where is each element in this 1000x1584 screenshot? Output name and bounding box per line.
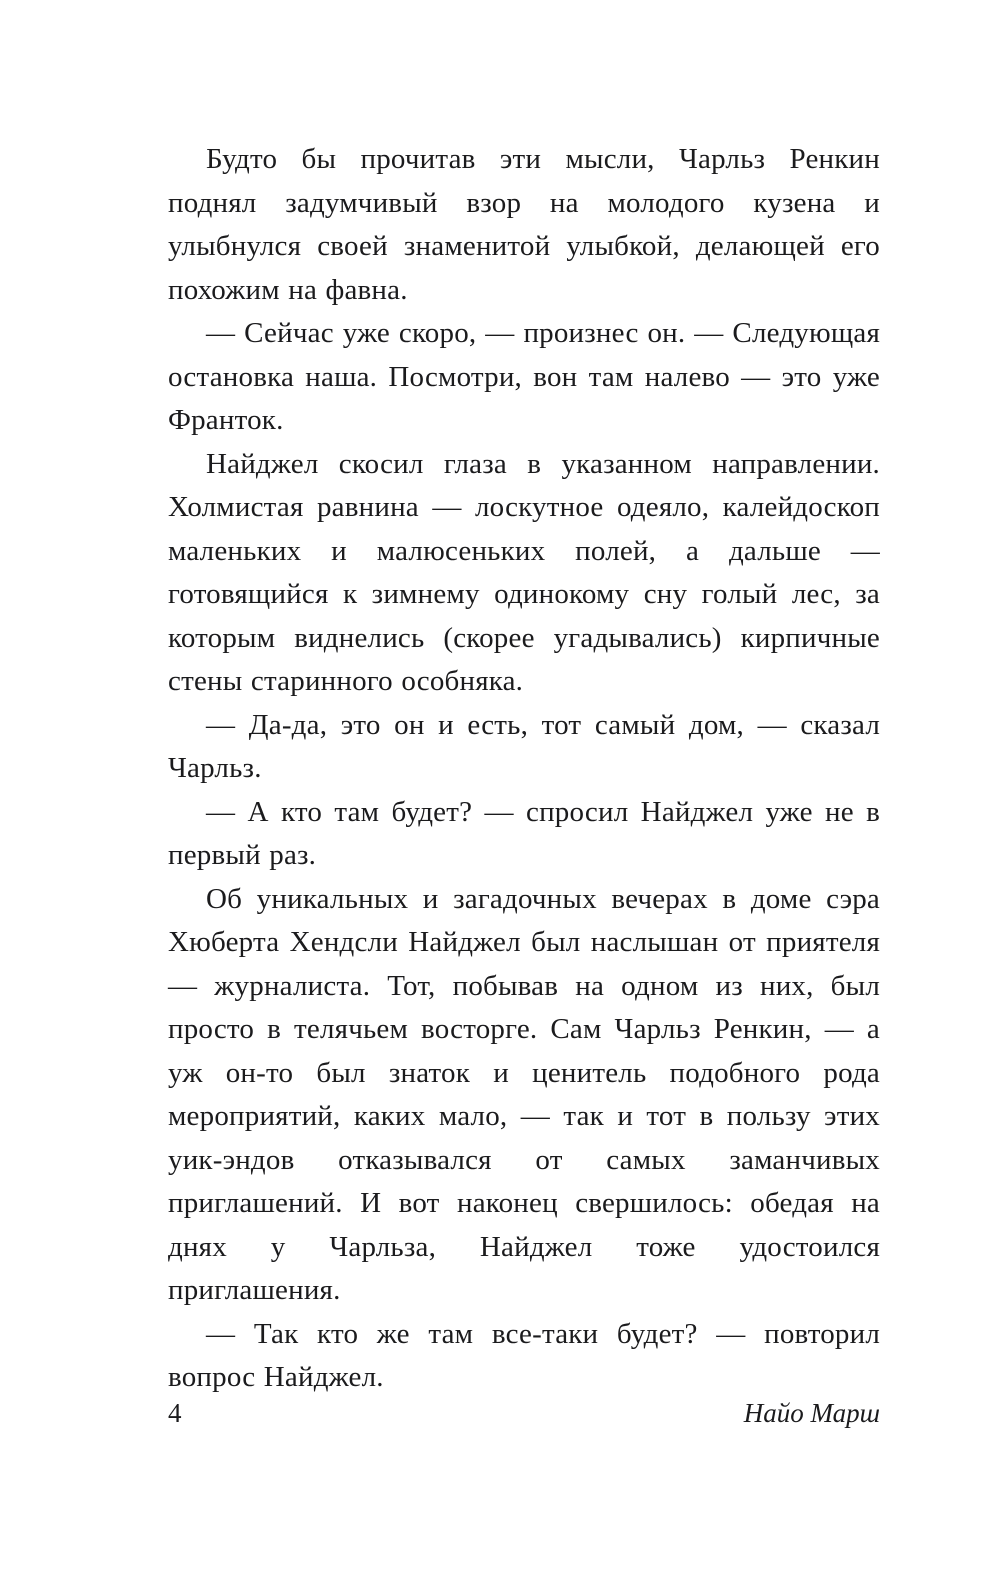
text-block — [168, 138, 880, 1400]
paragraph: Найджел скосил глаза в указанном направлении. Холмистая равнина — лоскутное одеяло, калейдоскоп маленьких и малюсеньких полей, а дальше — готовящийся к зимнему одинокому сну голый лес, за которым виднелись (скорее угадывались) кирпичные стены старинного особняка. — [168, 447, 880, 697]
paragraph: — А кто там будет? — спросил Найджел уже не в первый раз. — [168, 795, 880, 871]
paragraph: — Сейчас уже скоро, — произнес он. — Следующая остановка наша. Посмотри, вон там налево — это уже Франток. — [168, 317, 880, 436]
paragraph: Будто бы прочитав эти мысли, Чарльз Ренкин поднял задумчивый взор на молодого кузена и улыбнулся своей знаменитой улыбкой, делающей его похожим на фавна. — [168, 143, 880, 306]
page-number: 4 — [168, 1398, 182, 1428]
paragraph: — Да-да, это он и есть, тот самый дом, — сказал Чарльз. — [168, 708, 880, 784]
running-title-author: Найо Марш — [743, 1398, 880, 1428]
paragraph: — Так кто же там все-таки будет? — повторил вопрос Найджел. — [168, 1317, 880, 1393]
paragraph: Об уникальных и загадочных вечерах в доме сэра Хюберта Хендсли Найджел был наслышан от приятеля — журналиста. Тот, побывав на одном из них, был просто в телячьем восторге. Сам Чарльз Ренкин, — а уж он-то был знаток и ценитель подобного рода мероприятий, каких мало, — так и тот в пользу этих уик-эндов отказывался от самых заманчивых приглашений. И вот наконец свершилось: обедая на днях у Чарльза, Найджел тоже удостоился приглашения. — [168, 882, 880, 1306]
page-footer — [168, 1398, 880, 1429]
